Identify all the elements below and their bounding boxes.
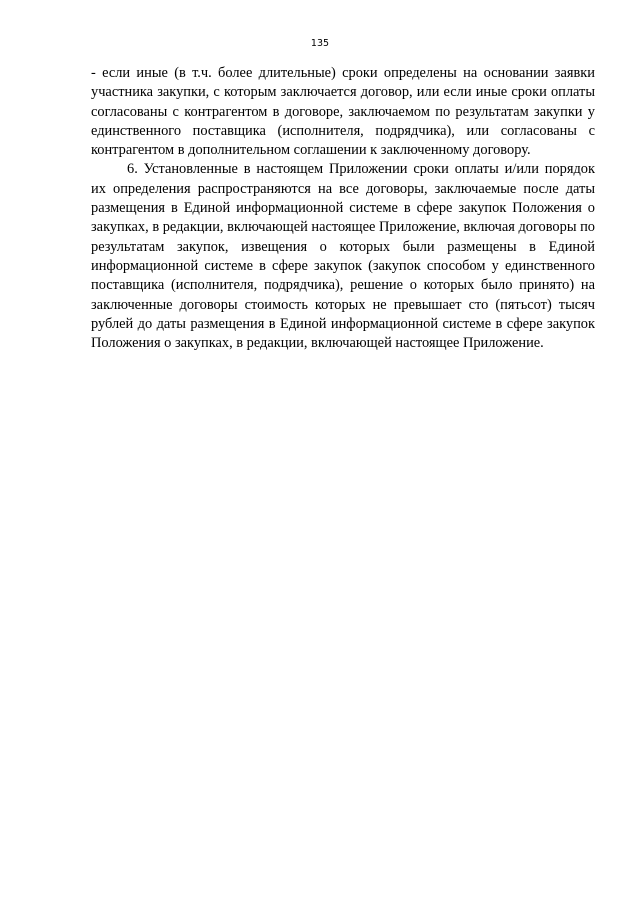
page-number: 135 [310,38,330,49]
paragraph-item-6: 6. Установленные в настоящем Приложении сроки оплаты и/или порядок их определения распространяются на все договоры, заключаемые после даты размещения в Единой информационной системе в сфере закупок Положения о закупках, в редакции, включающей настоящее Приложение, включая договоры по результатам закупок, извещения о которых были размещены в Единой информационной системе в сфере закупок (закупок способом у единственного поставщика (исполнителя, подрядчика), решение о которых было принято) на заключенные договоры стоимость которых не превышает сто (пятьсот) тысяч рублей до даты размещения в Единой информационной системе в сфере закупок Положения о закупках, в редакции, включающей настоящее Приложение. [91,161,595,352]
document-body [91,64,595,353]
paragraph-continuation: - если иные (в т.ч. более длительные) сроки определены на основании заявки участника закупки, с которым заключается договор, или если иные сроки оплаты согласованы с контрагентом в договоре, заключаемом по результатам закупки у единственного поставщика (исполнителя, подрядчика), или согласованы с контрагентом в дополнительном соглашении к заключенному договору. [91,65,595,159]
